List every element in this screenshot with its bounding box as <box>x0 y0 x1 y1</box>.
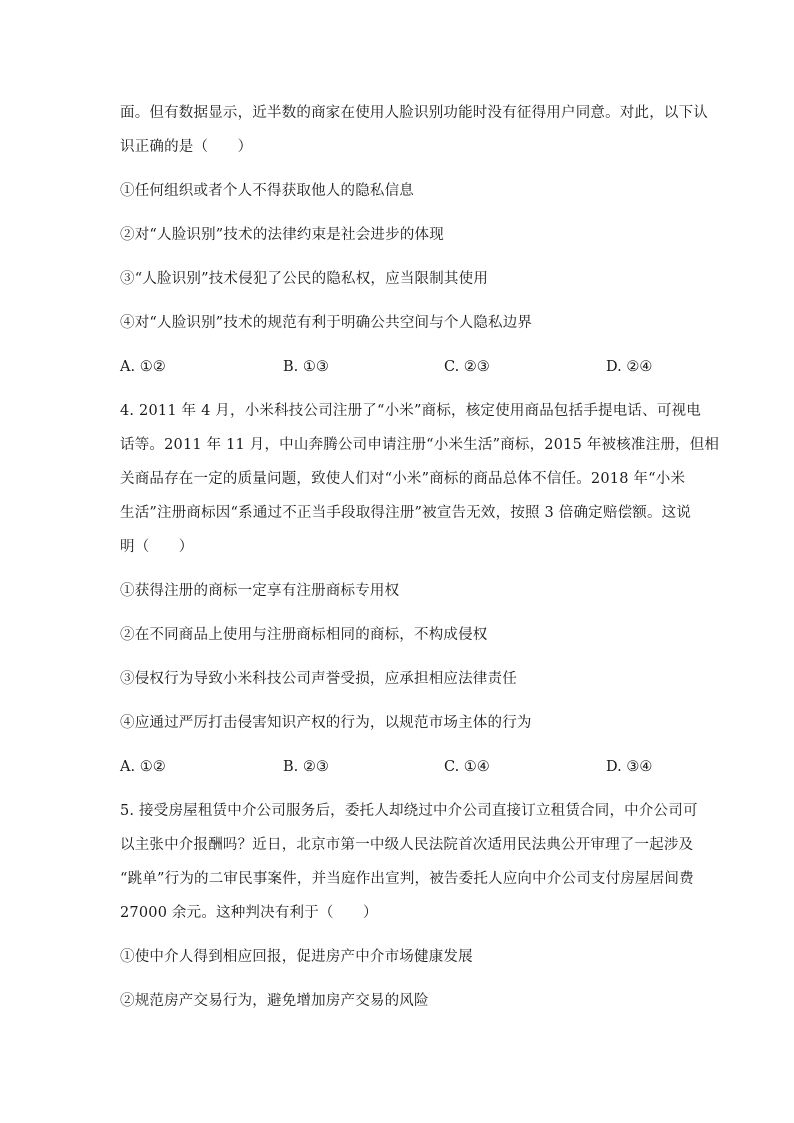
question-4-choices <box>120 750 680 784</box>
question-4-line-4: 生活”注册商标因“系通过不正当手段取得注册”被宣告无效，按照 3 倍确定赔偿额。这说 <box>120 505 692 521</box>
choice-d: D. ②④ <box>606 359 653 375</box>
question-3-option-1: ①任何组织或者个人不得获取他人的隐私信息 <box>120 183 414 199</box>
choice-c: C. ①④ <box>444 759 490 775</box>
question-4-line-1: 4. 2011 年 4 月，小米科技公司注册了“小米”商标，核定使用商品包括手提电话、可视电 <box>120 403 701 419</box>
document-page <box>120 96 720 1028</box>
question-3-line-2: 识正确的是（ ） <box>120 139 253 155</box>
question-3-option-2: ②对“人脸识别”技术的法律约束是社会进步的体现 <box>120 227 444 243</box>
question-5 <box>120 794 698 1018</box>
question-4-option-3: ③侵权行为导致小米科技公司声誉受损，应承担相应法律责任 <box>120 671 517 687</box>
question-4-option-1: ①获得注册的商标一定享有注册商标专用权 <box>120 583 400 599</box>
question-4-option-2: ②在不同商品上使用与注册商标相同的商标，不构成侵权 <box>120 627 488 643</box>
question-4-line-2: 话等。2011 年 11 月，中山奔腾公司申请注册“小米生活”商标，2015 年被核准注册，但相 <box>120 437 720 453</box>
question-4-option-4: ④应通过严厉打击侵害知识产权的行为，以规范市场主体的行为 <box>120 715 532 731</box>
question-5-line-1: 5. 接受房屋租赁中介公司服务后，委托人却绕过中介公司直接订立租赁合同，中介公司可 <box>120 803 698 819</box>
choice-b: B. ①③ <box>283 359 329 375</box>
question-5-line-2: 以主张中介报酬吗？近日，北京市第一中级人民法院首次适用民法典公开审理了一起涉及 <box>120 837 694 853</box>
question-5-option-1: ①使中介人得到相应回报，促进房产中介市场健康发展 <box>120 949 473 965</box>
question-5-line-4: 27000 余元。这种判决有利于（ ） <box>120 905 378 921</box>
question-5-line-3: “跳单”行为的二审民事案件，并当庭作出宣判，被告委托人应向中介公司支付房屋居间费 <box>120 871 694 887</box>
choice-a: A. ①② <box>120 359 166 375</box>
choice-a: A. ①② <box>120 759 166 775</box>
choice-b: B. ②③ <box>283 759 329 775</box>
question-3 <box>120 96 708 384</box>
question-5-option-2: ②规范房产交易行为，避免增加房产交易的风险 <box>120 993 429 1009</box>
question-4-line-5: 明（ ） <box>120 539 194 555</box>
question-3-choices <box>120 350 680 384</box>
question-4-line-3: 关商品存在一定的质量问题，致使人们对“小米”商标的商品总体不信任。2018 年“小米 <box>120 471 686 487</box>
choice-c: C. ②③ <box>444 359 490 375</box>
question-3-option-4: ④对“人脸识别”技术的规范有利于明确公共空间与个人隐私边界 <box>120 315 533 331</box>
choice-d: D. ③④ <box>606 759 653 775</box>
question-4 <box>120 394 720 784</box>
question-3-line-1: 面。但有数据显示，近半数的商家在使用人脸识别功能时没有征得用户同意。对此，以下认 <box>120 105 708 121</box>
question-3-option-3: ③“人脸识别”技术侵犯了公民的隐私权，应当限制其使用 <box>120 271 489 287</box>
